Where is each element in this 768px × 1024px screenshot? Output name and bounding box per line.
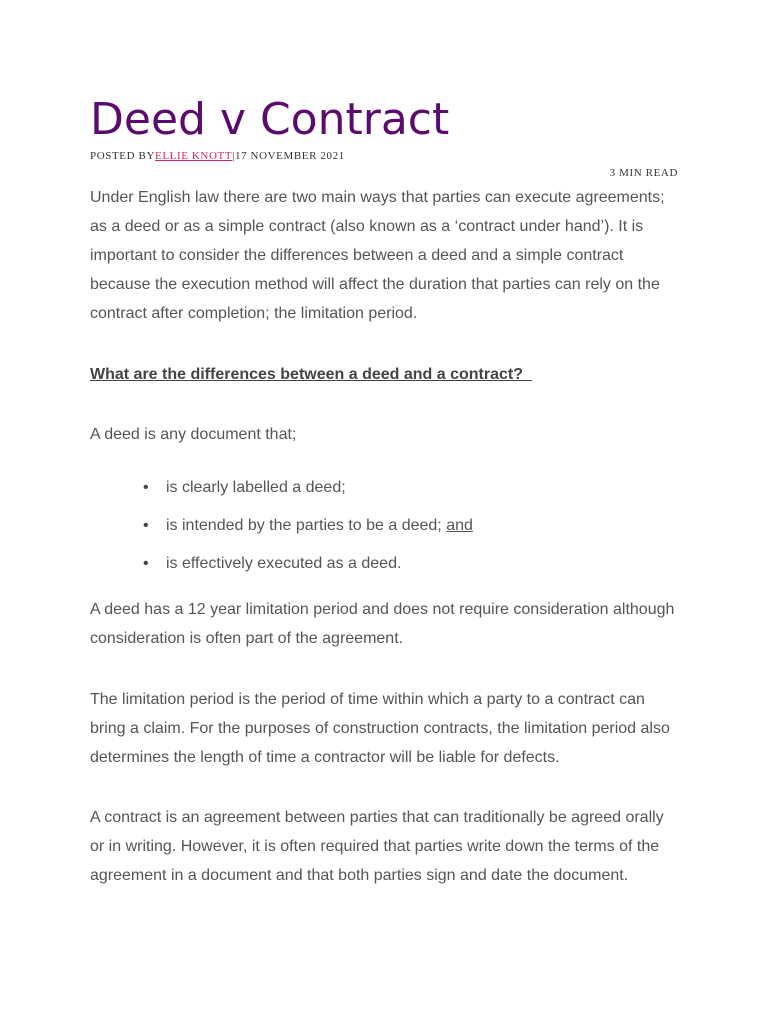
byline xyxy=(90,148,345,164)
limitation-definition-paragraph: The limitation period is the period of time within which a party to a contract can bring a claim. For the purposes of construction contracts, the limitation period also determines the length of time a contractor will be liable for defects. xyxy=(90,691,670,766)
list-item-text: is effectively executed as a deed. xyxy=(166,555,402,572)
byline-prefix: POSTED BY xyxy=(90,150,155,162)
and-underlined: and xyxy=(446,517,473,534)
intro-paragraph: Under English law there are two main ways that parties can execute agreements; as a deed or as a simple contract (also known as a ‘contract under hand’). It is important to consider the differences between a deed and a simple contract because the execution method will affect the duration that parties can rely on the contract after completion; the limitation period. xyxy=(90,189,665,322)
list-item xyxy=(90,550,473,588)
list-item xyxy=(90,512,473,550)
bullet-icon: • xyxy=(143,479,149,496)
read-time: 3 MIN READ xyxy=(609,167,678,179)
deed-limitation-paragraph: A deed has a 12 year limitation period and does not require consideration although consideration is often part of the agreement. xyxy=(90,601,675,647)
deed-criteria-list xyxy=(90,474,473,588)
list-item xyxy=(90,474,473,512)
bullet-icon: • xyxy=(143,517,149,534)
deed-intro-paragraph: A deed is any document that; xyxy=(90,426,297,443)
bullet-icon: • xyxy=(143,555,149,572)
list-item-text: is intended by the parties to be a deed; xyxy=(166,517,447,534)
article-title: Deed v Contract xyxy=(90,94,450,145)
contract-definition-paragraph: A contract is an agreement between parties that can traditionally be agreed orally or in writing. However, it is often required that parties write down the terms of the agreement in a document and that both parties sign and date the document. xyxy=(90,809,664,884)
section-heading: What are the differences between a deed and a contract? xyxy=(90,366,532,383)
byline-separator: | xyxy=(232,150,235,162)
author-link[interactable]: ELLIE KNOTT xyxy=(155,150,233,162)
list-item-text: is clearly labelled a deed; xyxy=(166,479,346,496)
publish-date: 17 NOVEMBER 2021 xyxy=(234,150,345,162)
